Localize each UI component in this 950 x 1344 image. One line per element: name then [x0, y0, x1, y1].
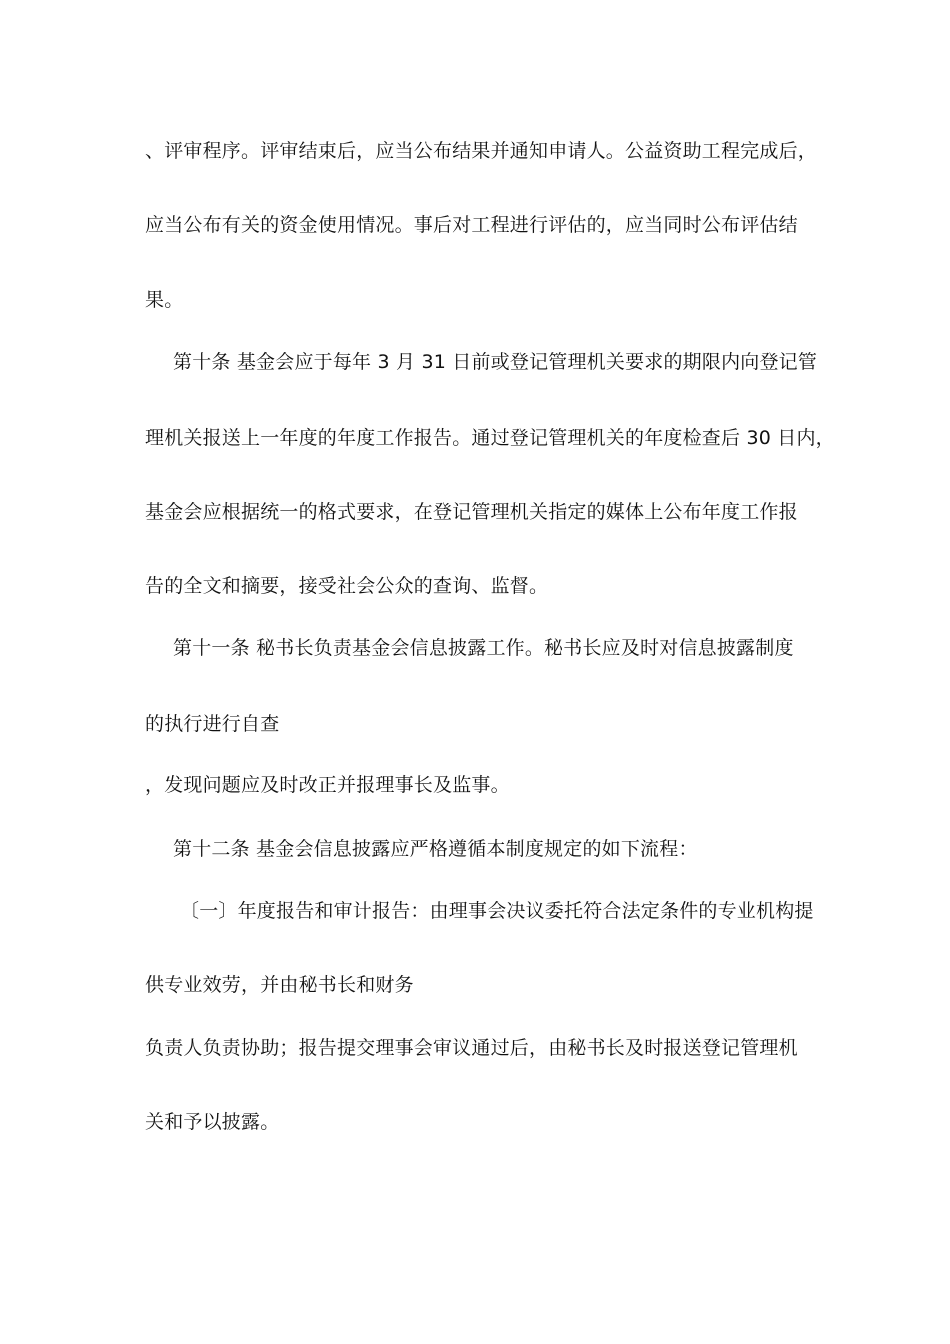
article-10-line-1: 第十条 基金会应于每年 3 月 31 日前或登记管理机关要求的期限内向登记管 — [173, 351, 818, 373]
article-10-line-4: 告的全文和摘要，接受社会公众的查询、监督。 — [145, 575, 549, 597]
article-11-line-1: 第十一条 秘书长负责基金会信息披露工作。秘书长应及时对信息披露制度 — [173, 637, 794, 659]
text-line-1: 、评审程序。评审结束后，应当公布结果并通知申请人。公益资助工程完成后， — [145, 140, 818, 162]
article-12-line-1: 第十二条 基金会信息披露应严格遵循本制度规定的如下流程： — [173, 838, 698, 860]
text-line-2: 应当公布有关的资金使用情况。事后对工程进行评估的，应当同时公布评估结 — [145, 214, 798, 236]
article-10-line-3: 基金会应根据统一的格式要求，在登记管理机关指定的媒体上公布年度工作报 — [145, 501, 798, 523]
article-10-line-2: 理机关报送上一年度的年度工作报告。通过登记管理机关的年度检查后 30 日内， — [145, 427, 835, 449]
item-1-line-4: 关和予以披露。 — [145, 1111, 280, 1133]
item-1-line-1: 〔一〕年度报告和审计报告：由理事会决议委托符合法定条件的专业机构提 — [180, 900, 814, 922]
item-1-line-2: 供专业效劳，并由秘书长和财务 — [145, 974, 414, 996]
item-1-line-3: 负责人负责协助；报告提交理事会审议通过后，由秘书长及时报送登记管理机 — [145, 1037, 798, 1059]
article-11-line-3: ，发现问题应及时改正并报理事长及监事。 — [145, 774, 510, 796]
article-11-line-2: 的执行进行自查 — [145, 713, 280, 735]
text-line-3: 果。 — [145, 289, 184, 311]
